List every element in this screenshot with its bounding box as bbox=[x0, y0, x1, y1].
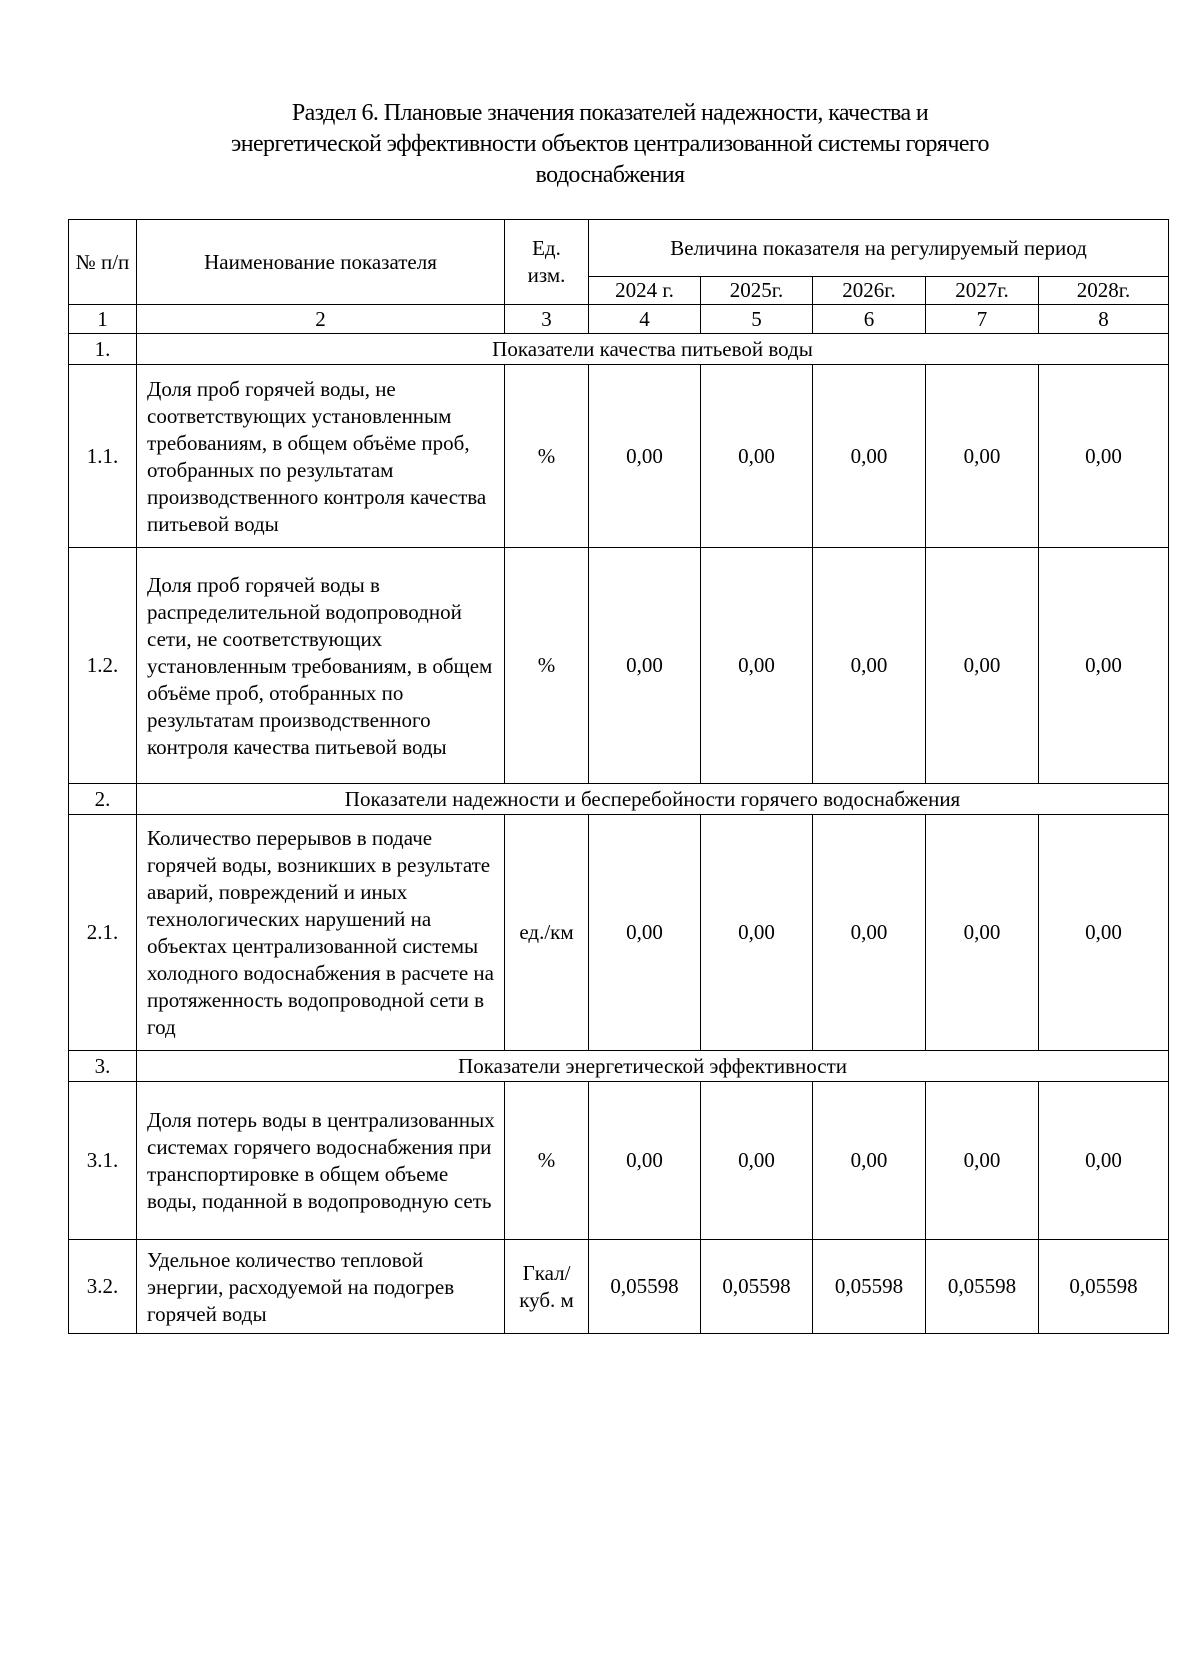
row-name: Удельное количество тепловой энергии, расходуемой на подогрев горячей воды bbox=[137, 1240, 505, 1334]
row-value: 0,05598 bbox=[813, 1240, 926, 1334]
header-year: 2024 г. bbox=[589, 277, 701, 305]
row-value: 0,05598 bbox=[589, 1240, 701, 1334]
column-number: 7 bbox=[926, 305, 1039, 334]
row-value: 0,00 bbox=[813, 365, 926, 548]
row-num: 1.2. bbox=[69, 548, 137, 784]
header-year: 2028г. bbox=[1039, 277, 1169, 305]
row-value: 0,00 bbox=[701, 1082, 813, 1240]
row-num: 3.2. bbox=[69, 1240, 137, 1334]
row-value: 0,00 bbox=[701, 815, 813, 1051]
section-row bbox=[69, 334, 1169, 365]
row-value: 0,05598 bbox=[1039, 1240, 1169, 1334]
header-unit: Ед. изм. bbox=[505, 220, 589, 305]
row-value: 0,00 bbox=[589, 548, 701, 784]
row-value: 0,00 bbox=[926, 815, 1039, 1051]
row-value: 0,05598 bbox=[701, 1240, 813, 1334]
row-value: 0,00 bbox=[813, 548, 926, 784]
row-value: 0,00 bbox=[1039, 1082, 1169, 1240]
row-unit: Гкал/ куб. м bbox=[505, 1240, 589, 1334]
row-value: 0,00 bbox=[926, 365, 1039, 548]
table-row bbox=[69, 815, 1169, 1051]
row-value: 0,00 bbox=[1039, 815, 1169, 1051]
column-number: 6 bbox=[813, 305, 926, 334]
title-line-1: Раздел 6. Плановые значения показателей надежности, качества и bbox=[291, 100, 929, 126]
header-num: № п/п bbox=[69, 220, 137, 305]
section-title: Показатели энергетической эффективности bbox=[137, 1051, 1169, 1082]
section-title: Показатели качества питьевой воды bbox=[137, 334, 1169, 365]
header-year: 2027г. bbox=[926, 277, 1039, 305]
column-number: 1 bbox=[69, 305, 137, 334]
section-num: 2. bbox=[69, 784, 137, 815]
table-row bbox=[69, 548, 1169, 784]
row-name: Доля проб горячей воды в распределительной водопроводной сети, не соответствующих установленным требованиям, в общем объёме проб, отобранных по результатам производственного контроля качества питьевой воды bbox=[137, 548, 505, 784]
table-row bbox=[69, 1240, 1169, 1334]
row-value: 0,05598 bbox=[926, 1240, 1039, 1334]
row-value: 0,00 bbox=[1039, 365, 1169, 548]
row-value: 0,00 bbox=[589, 1082, 701, 1240]
column-number: 5 bbox=[701, 305, 813, 334]
header-period: Величина показателя на регулируемый период bbox=[589, 220, 1169, 277]
column-numbers-row bbox=[69, 305, 1169, 334]
header-name: Наименование показателя bbox=[137, 220, 505, 305]
header-year: 2025г. bbox=[701, 277, 813, 305]
row-value: 0,00 bbox=[813, 815, 926, 1051]
column-number: 3 bbox=[505, 305, 589, 334]
title-line-2: энергетической эффективности объектов централизованной системы горячего bbox=[231, 131, 989, 157]
row-value: 0,00 bbox=[1039, 548, 1169, 784]
row-num: 1.1. bbox=[69, 365, 137, 548]
column-number: 4 bbox=[589, 305, 701, 334]
column-number: 8 bbox=[1039, 305, 1169, 334]
title-line-3: водоснабжения bbox=[535, 162, 685, 188]
header-row bbox=[69, 220, 1169, 277]
section-num: 3. bbox=[69, 1051, 137, 1082]
row-name: Доля проб горячей воды, не соответствующих установленным требованиям, в общем объёме проб, отобранных по результатам производственного контроля качества питьевой воды bbox=[137, 365, 505, 548]
row-value: 0,00 bbox=[813, 1082, 926, 1240]
row-unit: % bbox=[505, 365, 589, 548]
section-num: 1. bbox=[69, 334, 137, 365]
indicators-table bbox=[68, 219, 1169, 1334]
row-name: Доля потерь воды в централизованных системах горячего водоснабжения при транспортировке в общем объеме воды, поданной в водопроводную сеть bbox=[137, 1082, 505, 1240]
row-num: 3.1. bbox=[69, 1082, 137, 1240]
row-value: 0,00 bbox=[589, 365, 701, 548]
table-row bbox=[69, 365, 1169, 548]
row-num: 2.1. bbox=[69, 815, 137, 1051]
section-row bbox=[69, 1051, 1169, 1082]
row-value: 0,00 bbox=[589, 815, 701, 1051]
table-row bbox=[69, 1082, 1169, 1240]
section-title: Показатели надежности и бесперебойности горячего водоснабжения bbox=[137, 784, 1169, 815]
row-value: 0,00 bbox=[926, 548, 1039, 784]
document-title bbox=[150, 98, 1070, 191]
row-unit: % bbox=[505, 1082, 589, 1240]
section-row bbox=[69, 784, 1169, 815]
row-value: 0,00 bbox=[926, 1082, 1039, 1240]
row-unit: % bbox=[505, 548, 589, 784]
row-unit: ед./км bbox=[505, 815, 589, 1051]
column-number: 2 bbox=[137, 305, 505, 334]
header-year: 2026г. bbox=[813, 277, 926, 305]
row-value: 0,00 bbox=[701, 365, 813, 548]
row-name: Количество перерывов в подаче горячей воды, возникших в результате аварий, повреждений и иных технологических нарушений на объектах централизованной системы холодного водоснабжения в расчете на протяженность водопроводной сети в год bbox=[137, 815, 505, 1051]
row-value: 0,00 bbox=[701, 548, 813, 784]
